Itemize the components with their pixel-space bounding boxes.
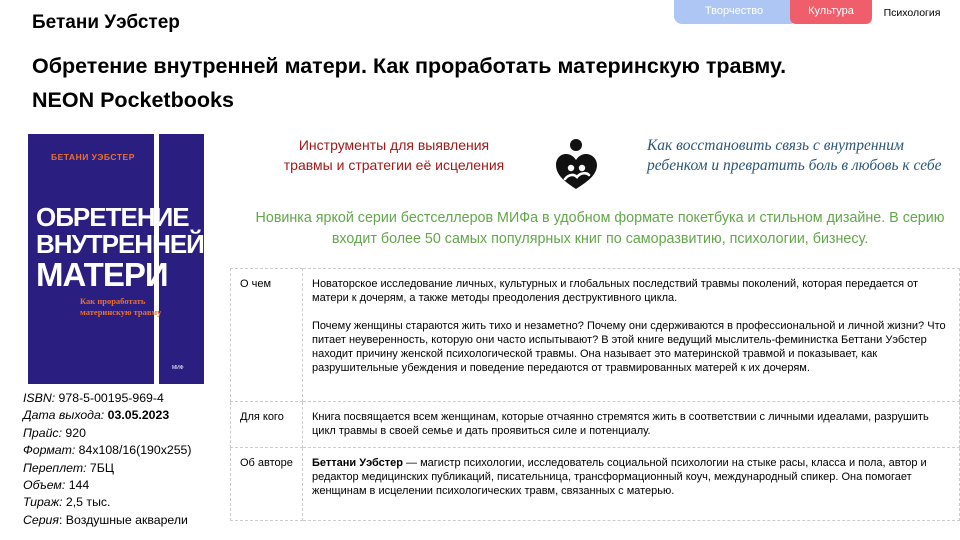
heart-hands-icon xyxy=(553,138,600,190)
about-paragraph-1: Новаторское исследование личных, культурных и глобальных последствий травмы поколений, которая передается от матери к дочерям, а также методы преодоления деструктивного цикла. xyxy=(312,278,919,304)
meta-isbn: ISBN: 978-5-00195-969-4 xyxy=(23,391,164,405)
meta-print-run: Тираж: 2,5 тыс. xyxy=(23,495,111,510)
cover-title-line1: ОБРЕТЕНИЕ xyxy=(36,202,189,232)
cover-title xyxy=(36,204,204,292)
tab-culture[interactable]: Культура xyxy=(790,0,872,24)
audience-label: Для кого xyxy=(231,402,303,448)
promo-series-text: Новинка яркой серии бестселлеров МИФа в удобном формате покетбука и стильном дизайне. В серию входит более 50 самых популярных книг по саморазвитию, психологии, бизнесу. xyxy=(255,210,945,247)
about-paragraph-2: Почему женщины стараются жить тихо и незаметно? Почему они сдерживаются в профессиональной и личной жизни? Что питает неуверенность, которую они часто испытывают? В этой книге ведущий мыслитель-феминистка Беттани Уэбстер находит причину женской психологической травмы. Она называет это материнской травмой и показывает, как разрушительные убеждения и поведение передаются от травмированных матерей к их дочерям. xyxy=(312,320,946,374)
book-title-line2: NEON Pocketbooks xyxy=(32,88,234,112)
author-bio-text: — магистр психологии, исследователь социальной психологии на стыке расы, класса и пола, автор и редактор медицинских публикаций, писательница, трансформационный коуч, международный спикер. Она помогает женщинам в исцелении психологических травм, связанных с матерью. xyxy=(312,457,927,497)
table-row-audience xyxy=(231,402,960,448)
book-cover xyxy=(28,134,204,384)
book-metadata xyxy=(23,390,191,529)
promo-inner-child-text: Как восстановить связь с внутренним ребенком и превратить боль в любовь к себе xyxy=(647,137,942,174)
author-content xyxy=(303,448,960,521)
meta-binding: Переплет: 7БЦ xyxy=(23,460,114,475)
cover-subtitle: Как проработать материнскую травму xyxy=(80,296,162,317)
cover-author: БЕТАНИ УЭБСТЕР xyxy=(51,152,135,162)
author-label: Об автоpе xyxy=(231,448,303,521)
book-title-line1: Обретение внутренней матери. Как проработать материнскую травму. xyxy=(32,54,787,78)
meta-release-date: Дата выхода: 03.05.2023 xyxy=(23,408,170,423)
author-bio-name: Беттани Уэбстер xyxy=(312,457,403,469)
meta-volume: Объем: 144 xyxy=(23,478,90,493)
meta-series: Серия: Воздушные акварели xyxy=(23,512,188,527)
cover-title-line3: МАТЕРИ xyxy=(36,256,168,293)
cover-publisher-logo: МИФ xyxy=(172,365,184,371)
meta-price: Прайс: 920 xyxy=(23,425,86,440)
table-row-about xyxy=(231,269,960,402)
table-row-author xyxy=(231,448,960,521)
book-author: Бетани Уэбстер xyxy=(32,12,180,33)
promo-tools-text: Инструменты для выявления травмы и стратегии её исцеления xyxy=(283,137,505,173)
meta-format: Формат: 84x108/16(190x255) xyxy=(23,443,192,458)
tab-creativity[interactable]: Творчество xyxy=(674,0,794,24)
book-info-table xyxy=(230,268,960,521)
tab-psychology[interactable]: Психология xyxy=(883,7,941,19)
about-label: О чем xyxy=(231,269,303,402)
about-content xyxy=(303,269,960,402)
book-title xyxy=(32,49,932,117)
cover-title-line2: ВНУТРЕННЕЙ xyxy=(36,229,204,259)
audience-content: Книга посвящается всем женщинам, которые отчаянно стремятся жить в соответствии с личными идеалами, разрушить цикл травмы в своей семье и дать проявиться силе и потенциалу. xyxy=(303,402,960,448)
